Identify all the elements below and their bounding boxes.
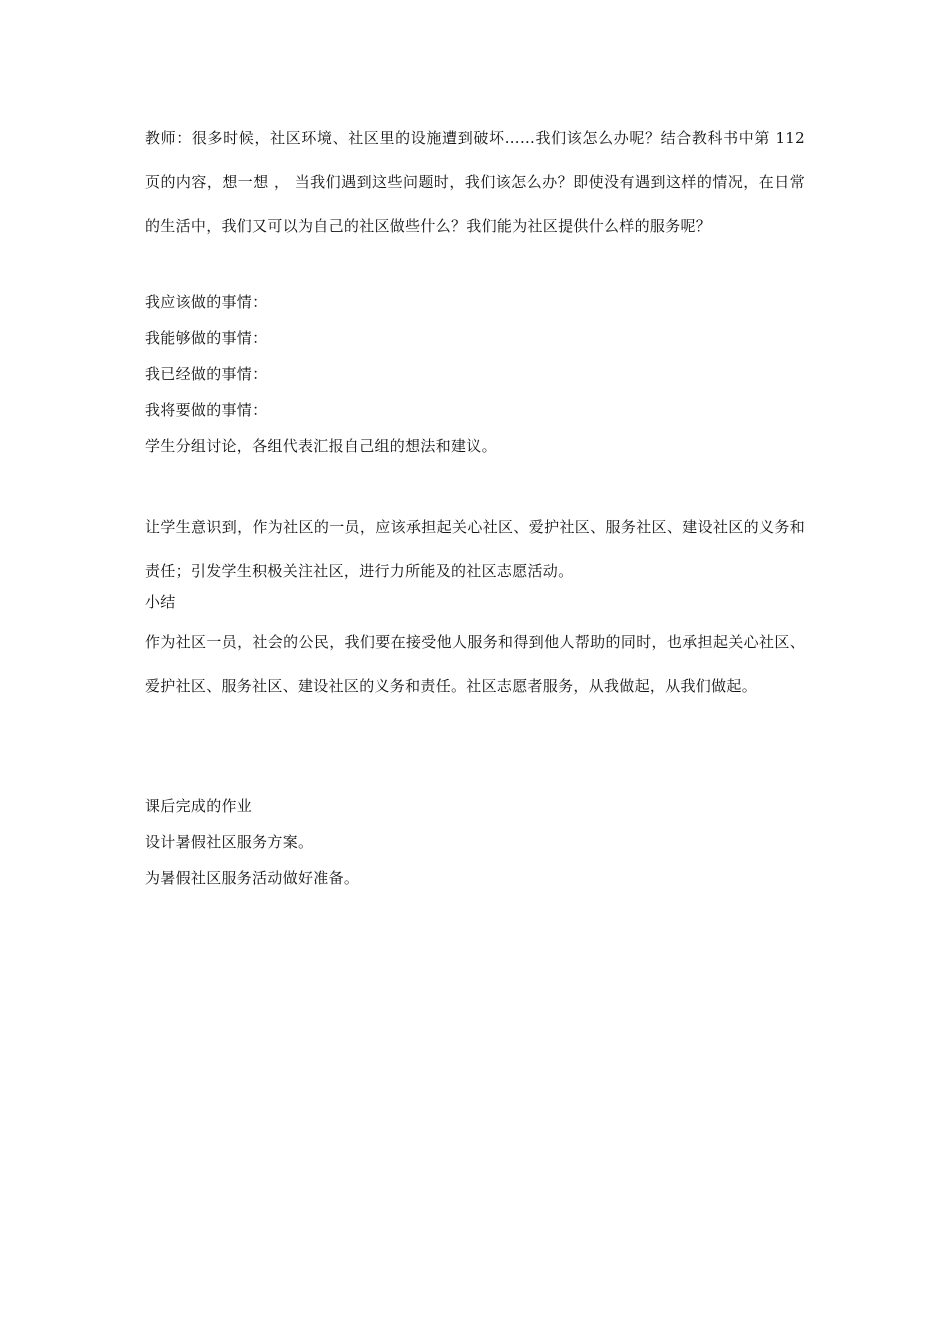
intro-section <box>145 116 805 248</box>
summary-section <box>145 620 805 708</box>
task-item-will: 我将要做的事情： <box>145 401 268 419</box>
goal-paragraph: 让学生意识到，作为社区的一员，应该承担起关心社区、爱护社区、服务社区、建设社区的义务和责任；引发学生积极关注社区，进行力所能及的社区志愿活动。 <box>145 518 805 580</box>
task-item-can: 我能够做的事情： <box>145 329 268 347</box>
summary-heading: 小结 <box>145 593 176 611</box>
homework-item: 设计暑假社区服务方案。 <box>145 833 314 851</box>
task-item-should: 我应该做的事情： <box>145 293 268 311</box>
goal-section <box>145 505 805 593</box>
task-item-done: 我已经做的事情： <box>145 365 268 383</box>
task-list <box>145 284 805 464</box>
homework-section <box>145 788 805 896</box>
homework-heading: 课后完成的作业 <box>145 797 253 815</box>
discussion-paragraph: 学生分组讨论，各组代表汇报自己组的想法和建议。 <box>145 437 497 455</box>
homework-item: 为暑假社区服务活动做好准备。 <box>145 869 360 887</box>
summary-paragraph: 作为社区一员，社会的公民，我们要在接受他人服务和得到他人帮助的同时，也承担起关心社区、爱护社区、服务社区、建设社区的义务和责任。社区志愿者服务，从我做起，从我们做起。 <box>145 633 805 695</box>
intro-paragraph: 教师：很多时候，社区环境、社区里的设施遭到破坏……我们该怎么办呢？结合教科书中第 112 页的内容，想一想 ， 当我们遇到这些问题时，我们该怎么办？即使没有遇到这样的情况，在日常的生活中，我们又可以为自己的社区做些什么？我们能为社区提供什么样的服务呢？ <box>145 129 805 235</box>
summary-heading-block <box>145 584 805 620</box>
